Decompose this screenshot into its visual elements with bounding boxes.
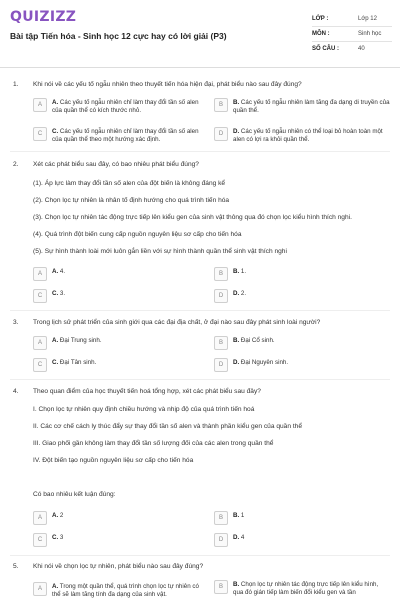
- option-label: B.: [233, 99, 240, 106]
- option-letter-box: B: [214, 267, 228, 281]
- answer-option-a[interactable]: [33, 98, 205, 115]
- answer-option-d[interactable]: [214, 533, 390, 547]
- statement: (4). Quá trình đột biến cung cấp nguồn nguyên liệu sơ cấp cho tiến hóa: [33, 231, 242, 238]
- document-header: [0, 0, 400, 68]
- answer-option-d[interactable]: [214, 289, 390, 303]
- question-number: 5.: [13, 563, 19, 570]
- option-text: Đại Tân sinh.: [59, 359, 97, 366]
- option-text: Trong một quần thể, quá trình chọn lọc tự nhiên có thể sẽ làm tăng tính đa dạng của sinh vật.: [52, 583, 199, 598]
- question-text: Xét các phát biểu sau đây, có bao nhiêu phát biểu đúng?: [33, 161, 199, 168]
- option-text: 2: [59, 512, 64, 519]
- statement: Có bao nhiêu kết luận đúng:: [33, 491, 116, 498]
- statement: (2). Chọn lọc tự nhiên là nhân tố định hướng cho quá trình tiến hóa: [33, 197, 230, 204]
- option-text: Các yếu tố ngẫu nhiên chỉ làm thay đổi tần số alen của quần thể theo một hướng xác định.: [52, 128, 199, 143]
- option-text: Các yếu tố ngẫu nhiên làm tăng đa dạng di truyền của quần thể.: [233, 99, 390, 114]
- option-label: A.: [52, 512, 59, 519]
- question-number: 2.: [13, 161, 19, 168]
- option-text: 1: [240, 512, 245, 519]
- answer-option-d[interactable]: [214, 358, 390, 372]
- option-letter-box: A: [33, 582, 47, 596]
- option-text: Đại Nguyên sinh.: [240, 359, 289, 366]
- option-letter-box: D: [214, 127, 228, 141]
- question-divider: [10, 151, 390, 152]
- statement: II. Các cơ chế cách ly thúc đẩy sự thay đổi tần số alen và thành phần kiểu gen của quần thể: [33, 423, 302, 430]
- question-divider: [10, 310, 390, 311]
- option-label: B.: [233, 581, 240, 588]
- answer-option-b[interactable]: [214, 580, 390, 597]
- option-text: Chọn lọc tự nhiên tác động trực tiếp lên kiểu hình, qua đó gián tiếp làm biến đổi kiểu gen và tần: [233, 581, 379, 596]
- document-title: Bài tập Tiến hóa - Sinh học 12 cực hay có lời giải (P3): [10, 31, 227, 41]
- option-letter-box: D: [214, 533, 228, 547]
- option-letter-box: A: [33, 98, 47, 112]
- option-text: 4.: [59, 268, 66, 275]
- answer-option-a[interactable]: [33, 336, 205, 350]
- meta-count-value: 40: [358, 46, 365, 52]
- meta-divider: [312, 41, 392, 42]
- meta-grade-key: LỚP :: [312, 16, 329, 22]
- question-number: 1.: [13, 81, 19, 88]
- option-text: 4: [240, 534, 245, 541]
- option-text: 3: [59, 534, 64, 541]
- option-letter-box: D: [214, 358, 228, 372]
- meta-grade: [312, 16, 392, 22]
- option-text: 1.: [240, 268, 247, 275]
- option-letter-box: B: [214, 511, 228, 525]
- option-text: Các yếu tố ngẫu nhiên chỉ làm thay đổi tần số alen của quần thể có kích thước nhỏ.: [52, 99, 199, 114]
- meta-subject-key: MÔN :: [312, 31, 330, 37]
- question-text: Khi nói về các yếu tố ngẫu nhiên theo thuyết tiến hóa hiện đại, phát biểu nào sau đây đúng?: [33, 81, 302, 88]
- answer-option-a[interactable]: [33, 511, 205, 525]
- option-letter-box: C: [33, 289, 47, 303]
- option-letter-box: A: [33, 267, 47, 281]
- quizizz-logo: QUIZIZZ: [10, 9, 77, 25]
- question-divider: [10, 379, 390, 380]
- answer-option-a[interactable]: [33, 267, 205, 281]
- option-letter-box: A: [33, 511, 47, 525]
- question-text: Theo quan điểm của học thuyết tiến hoá tổng hợp, xét các phát biểu sau đây?: [33, 388, 261, 395]
- option-label: B.: [233, 512, 240, 519]
- option-letter-box: D: [214, 289, 228, 303]
- option-label: A.: [52, 583, 59, 590]
- question-number: 3.: [13, 319, 19, 326]
- option-letter-box: C: [33, 358, 47, 372]
- option-text: Đại Trung sinh.: [59, 337, 102, 344]
- question-text: Khi nói về chọn lọc tự nhiên, phát biểu nào sau đây đúng?: [33, 563, 204, 570]
- option-text: 2.: [240, 290, 247, 297]
- option-letter-box: A: [33, 336, 47, 350]
- option-label: C.: [52, 290, 59, 297]
- option-label: D.: [233, 359, 240, 366]
- meta-subject: [312, 31, 392, 37]
- statement: (5). Sự hình thành loài mới luôn gắn liền với sự hình thành quần thể sinh vật thích nghi: [33, 248, 287, 255]
- option-text: Các yếu tố ngẫu nhiên có thể loại bỏ hoàn toàn một alen có lợi ra khỏi quần thể.: [233, 128, 383, 143]
- option-label: B.: [233, 268, 240, 275]
- meta-divider: [312, 26, 392, 27]
- answer-option-c[interactable]: [33, 127, 205, 144]
- option-letter-box: B: [214, 580, 228, 594]
- answer-option-a[interactable]: [33, 582, 205, 599]
- option-letter-box: C: [33, 127, 47, 141]
- option-label: A.: [52, 337, 59, 344]
- option-letter-box: B: [214, 336, 228, 350]
- option-label: D.: [233, 534, 240, 541]
- option-label: C.: [52, 359, 59, 366]
- statement: I. Chọn lọc tự nhiên quy định chiều hướng và nhịp độ của quá trình tiến hoá: [33, 406, 255, 413]
- option-label: D.: [233, 128, 240, 135]
- option-label: A.: [52, 268, 59, 275]
- question-divider: [10, 555, 390, 556]
- option-text: Đại Cổ sinh.: [240, 337, 275, 344]
- option-label: A.: [52, 99, 59, 106]
- question-number: 4.: [13, 388, 19, 395]
- option-label: D.: [233, 290, 240, 297]
- answer-option-c[interactable]: [33, 289, 205, 303]
- answer-option-c[interactable]: [33, 533, 205, 547]
- meta-count: [312, 46, 392, 52]
- statement: III. Giao phối gần không làm thay đổi tần số lượng đối của các alen trong quần thể: [33, 440, 274, 447]
- option-letter-box: B: [214, 98, 228, 112]
- answer-option-b[interactable]: [214, 336, 390, 350]
- meta-grade-value: Lớp 12: [358, 16, 377, 22]
- statement: IV. Đột biến tạo nguồn nguyên liệu sơ cấp cho tiến hóa: [33, 457, 194, 464]
- statement: (3). Chọn lọc tự nhiên tác động trực tiếp lên kiểu gen của sinh vật thông qua đó chọn lọc kiểu hình thích nghi.: [33, 214, 352, 221]
- statement: (1). Áp lực làm thay đổi tần số alen của đột biến là không đáng kể: [33, 180, 226, 187]
- option-label: C.: [52, 128, 59, 135]
- answer-option-b[interactable]: [214, 511, 390, 525]
- option-text: 3.: [59, 290, 66, 297]
- meta-subject-value: Sinh học: [358, 31, 382, 37]
- answer-option-d[interactable]: [214, 127, 390, 144]
- answer-option-c[interactable]: [33, 358, 205, 372]
- option-letter-box: C: [33, 533, 47, 547]
- meta-count-key: SỐ CÂU :: [312, 46, 339, 52]
- option-label: B.: [233, 337, 240, 344]
- answer-option-b[interactable]: [214, 267, 390, 281]
- answer-option-b[interactable]: [214, 98, 390, 115]
- question-text: Trong lịch sử phát triển của sinh giới qua các đại địa chất, ở đại nào sau đây phát sinh loài người?: [33, 319, 321, 326]
- option-label: C.: [52, 534, 59, 541]
